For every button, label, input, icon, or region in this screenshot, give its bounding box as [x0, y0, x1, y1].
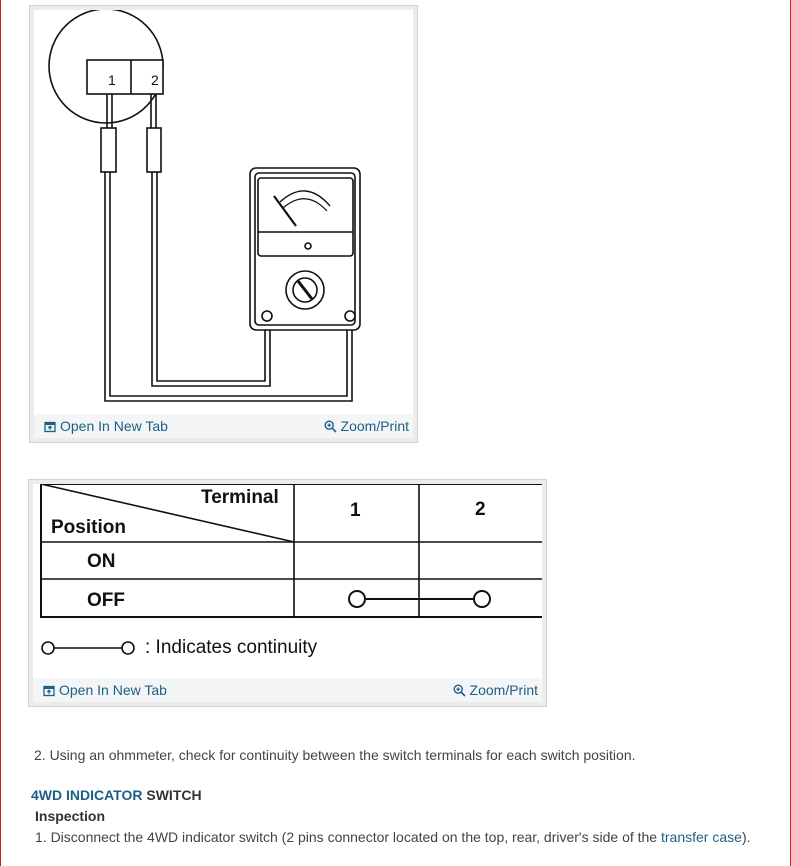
ohmmeter-diagram-image[interactable]: [34, 10, 413, 415]
open-new-tab-label: Open In New Tab: [60, 418, 168, 434]
figure-continuity-table: [28, 479, 547, 707]
legend-node-right: [122, 642, 134, 654]
transfer-case-link[interactable]: transfer case: [661, 829, 742, 845]
ohmmeter-body: [250, 168, 360, 330]
terminal-header: Terminal: [201, 487, 279, 508]
open-new-tab-link[interactable]: [44, 418, 168, 434]
legend-node-left: [42, 642, 54, 654]
section-subtitle: Inspection: [35, 808, 106, 824]
open-new-tab-label: Open In New Tab: [59, 682, 167, 698]
zoom-icon: [324, 420, 337, 433]
figure-toolbar: [33, 678, 542, 702]
open-new-tab-link[interactable]: [43, 682, 167, 698]
zoom-print-link[interactable]: [324, 418, 409, 434]
probe-1: [101, 128, 116, 172]
row-on-label: ON: [87, 551, 116, 572]
step-2-text: 2. Using an ohmmeter, check for continuity between the switch terminals for each switch position.: [34, 747, 636, 763]
legend-text: : Indicates continuity: [145, 637, 318, 658]
section-title-link[interactable]: 4WD INDICATOR: [31, 787, 143, 803]
section-title: [31, 787, 202, 803]
open-new-tab-icon: [44, 421, 56, 433]
step-1-text: [35, 829, 751, 845]
zoom-print-link[interactable]: [453, 682, 538, 698]
section-title-rest: SWITCH: [142, 787, 202, 803]
probe-2: [147, 128, 161, 172]
meter-jack-positive: [345, 311, 355, 321]
terminal-1-header: 1: [350, 500, 361, 521]
pin-2-label: 2: [151, 72, 159, 88]
pin-1-label: 1: [108, 72, 116, 88]
position-header: Position: [51, 517, 126, 538]
zoom-print-label: Zoom/Print: [340, 418, 409, 434]
step-1-prefix: 1. Disconnect the 4WD indicator switch (2 pins connector located on the top, rear, driver's side of the: [35, 829, 661, 845]
open-new-tab-icon: [43, 685, 55, 697]
continuity-node-2: [474, 591, 490, 607]
zoom-print-label: Zoom/Print: [469, 682, 538, 698]
figure-toolbar: [34, 414, 413, 438]
step-1-suffix: ).: [741, 829, 751, 845]
figure-ohmmeter-diagram: [29, 5, 418, 443]
zoom-icon: [453, 684, 466, 697]
terminal-2-header: 2: [475, 499, 486, 520]
row-off-label: OFF: [87, 590, 125, 611]
continuity-table-image[interactable]: [33, 484, 542, 679]
continuity-node-1: [349, 591, 365, 607]
meter-jack-negative: [262, 311, 272, 321]
